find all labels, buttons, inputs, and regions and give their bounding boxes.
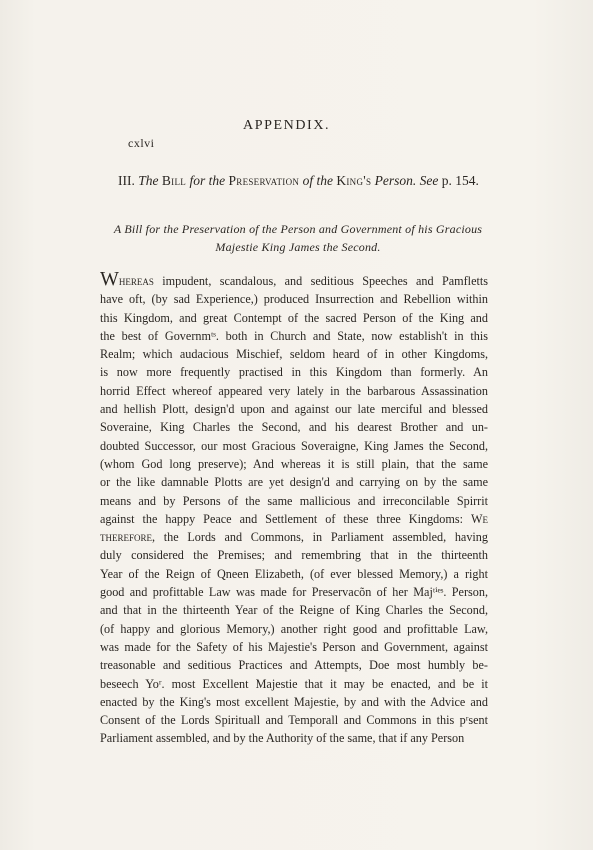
text-line: Soveraine, King Charles the Second, and his dearest Brother and un- <box>100 420 488 435</box>
text-line: (of happy and glorious Memory,) another right good and profittable Law, <box>100 621 488 636</box>
heading-of-the: of the <box>302 173 333 188</box>
text-line: is now more frequently practised in this Kingdom than formerly. An <box>100 365 488 380</box>
text-line: Whereas impudent, scandalous, and seditious Speeches and Pamfletts <box>100 272 488 290</box>
text-line: this Kingdom, and great Contempt of the sacred Person of the King and <box>100 310 488 325</box>
text-line: therefore, the Lords and Commons, in Parliament assembled, having <box>100 530 488 545</box>
text-line: or the like damnable Plotts are yet design'd and carrying on by the same <box>100 475 488 490</box>
text-line: Parliament assembled, and by the Authority of the same, that if any Person <box>100 731 465 746</box>
text-line: means and by Persons of the same mallicious and irreconcilable Spirrit <box>100 493 488 508</box>
text-line: Consent of the Lords Spirituall and Temporall and Commons in this pʳsent <box>100 713 488 728</box>
heading-page-ref: p. 154. <box>441 173 479 188</box>
text-line: and that in the thirteenth Year of the Reigne of King Charles the Second, <box>100 603 488 618</box>
heading-for-the: for the <box>189 173 226 188</box>
drop-cap: W <box>100 272 119 290</box>
text-line: enacted by the King's most excellent Majestie, by and with the Advice and <box>100 694 488 709</box>
text-line: and hellish Plott, design'd upon and against our late merciful and blessed <box>100 402 488 417</box>
text-line: beseech Yoʳ. most Excellent Majestie that it may be enacted, and be it <box>100 676 488 691</box>
text-line: Realm; which audacious Mischief, seldom heard of in other Kingdoms, <box>100 347 488 362</box>
text-line: (whom God long preserve); And whereas it is still plain, that the same <box>100 456 488 471</box>
heading-see: See <box>419 173 439 188</box>
text-line: have oft, (by sad Experience,) produced Insurrection and Rebellion within <box>100 292 488 307</box>
section-numeral: III. <box>118 173 135 188</box>
bill-title-line-2: Majestie King James the Second. <box>215 240 381 254</box>
body-text <box>100 272 488 748</box>
heading-kings: King's <box>336 173 372 188</box>
heading-preservation: Preservation <box>228 173 300 188</box>
text-line: horrid Effect whereof appeared very lately in the barbarous Assassination <box>100 383 488 398</box>
page-number: cxlvi <box>128 136 155 150</box>
running-head: APPENDIX. <box>243 118 331 133</box>
text-line: the best of Governmᵗˢ. both in Church and State, now establish't in this <box>100 328 488 343</box>
text-line: was made for the Safety of his Majestie's Person and Government, against <box>100 639 488 654</box>
text-line: treasonable and seditious Practices and Attempts, Doe most humbly be- <box>100 658 488 673</box>
page-header <box>128 118 498 148</box>
text-line: against the happy Peace and Settlement of these three Kingdoms: We <box>100 511 488 526</box>
text-line: doubted Successor, our most Gracious Soveraigne, King James the Second, <box>100 438 488 453</box>
section-heading <box>118 173 498 189</box>
we-word: We <box>470 511 488 526</box>
bill-title <box>108 220 488 256</box>
heading-person: Person. <box>374 173 417 188</box>
heading-bill: Bill <box>161 173 187 188</box>
text-line: duly considered the Premises; and remembring that in the thirteenth <box>100 548 488 563</box>
bill-title-line-1: A Bill for the Preservation of the Person and Government of his Gracious <box>113 222 483 236</box>
text-line: good and profittable Law was made for Preservacõn of her Majᵗⁱᵉˢ. Person, <box>100 585 488 600</box>
first-word-rest: hereas <box>118 274 154 288</box>
therefore-word: therefore <box>100 530 153 545</box>
heading-the: The <box>138 173 159 188</box>
text-line: Year of the Reign of Qneen Elizabeth, (of ever blessed Memory,) a right <box>100 566 488 581</box>
